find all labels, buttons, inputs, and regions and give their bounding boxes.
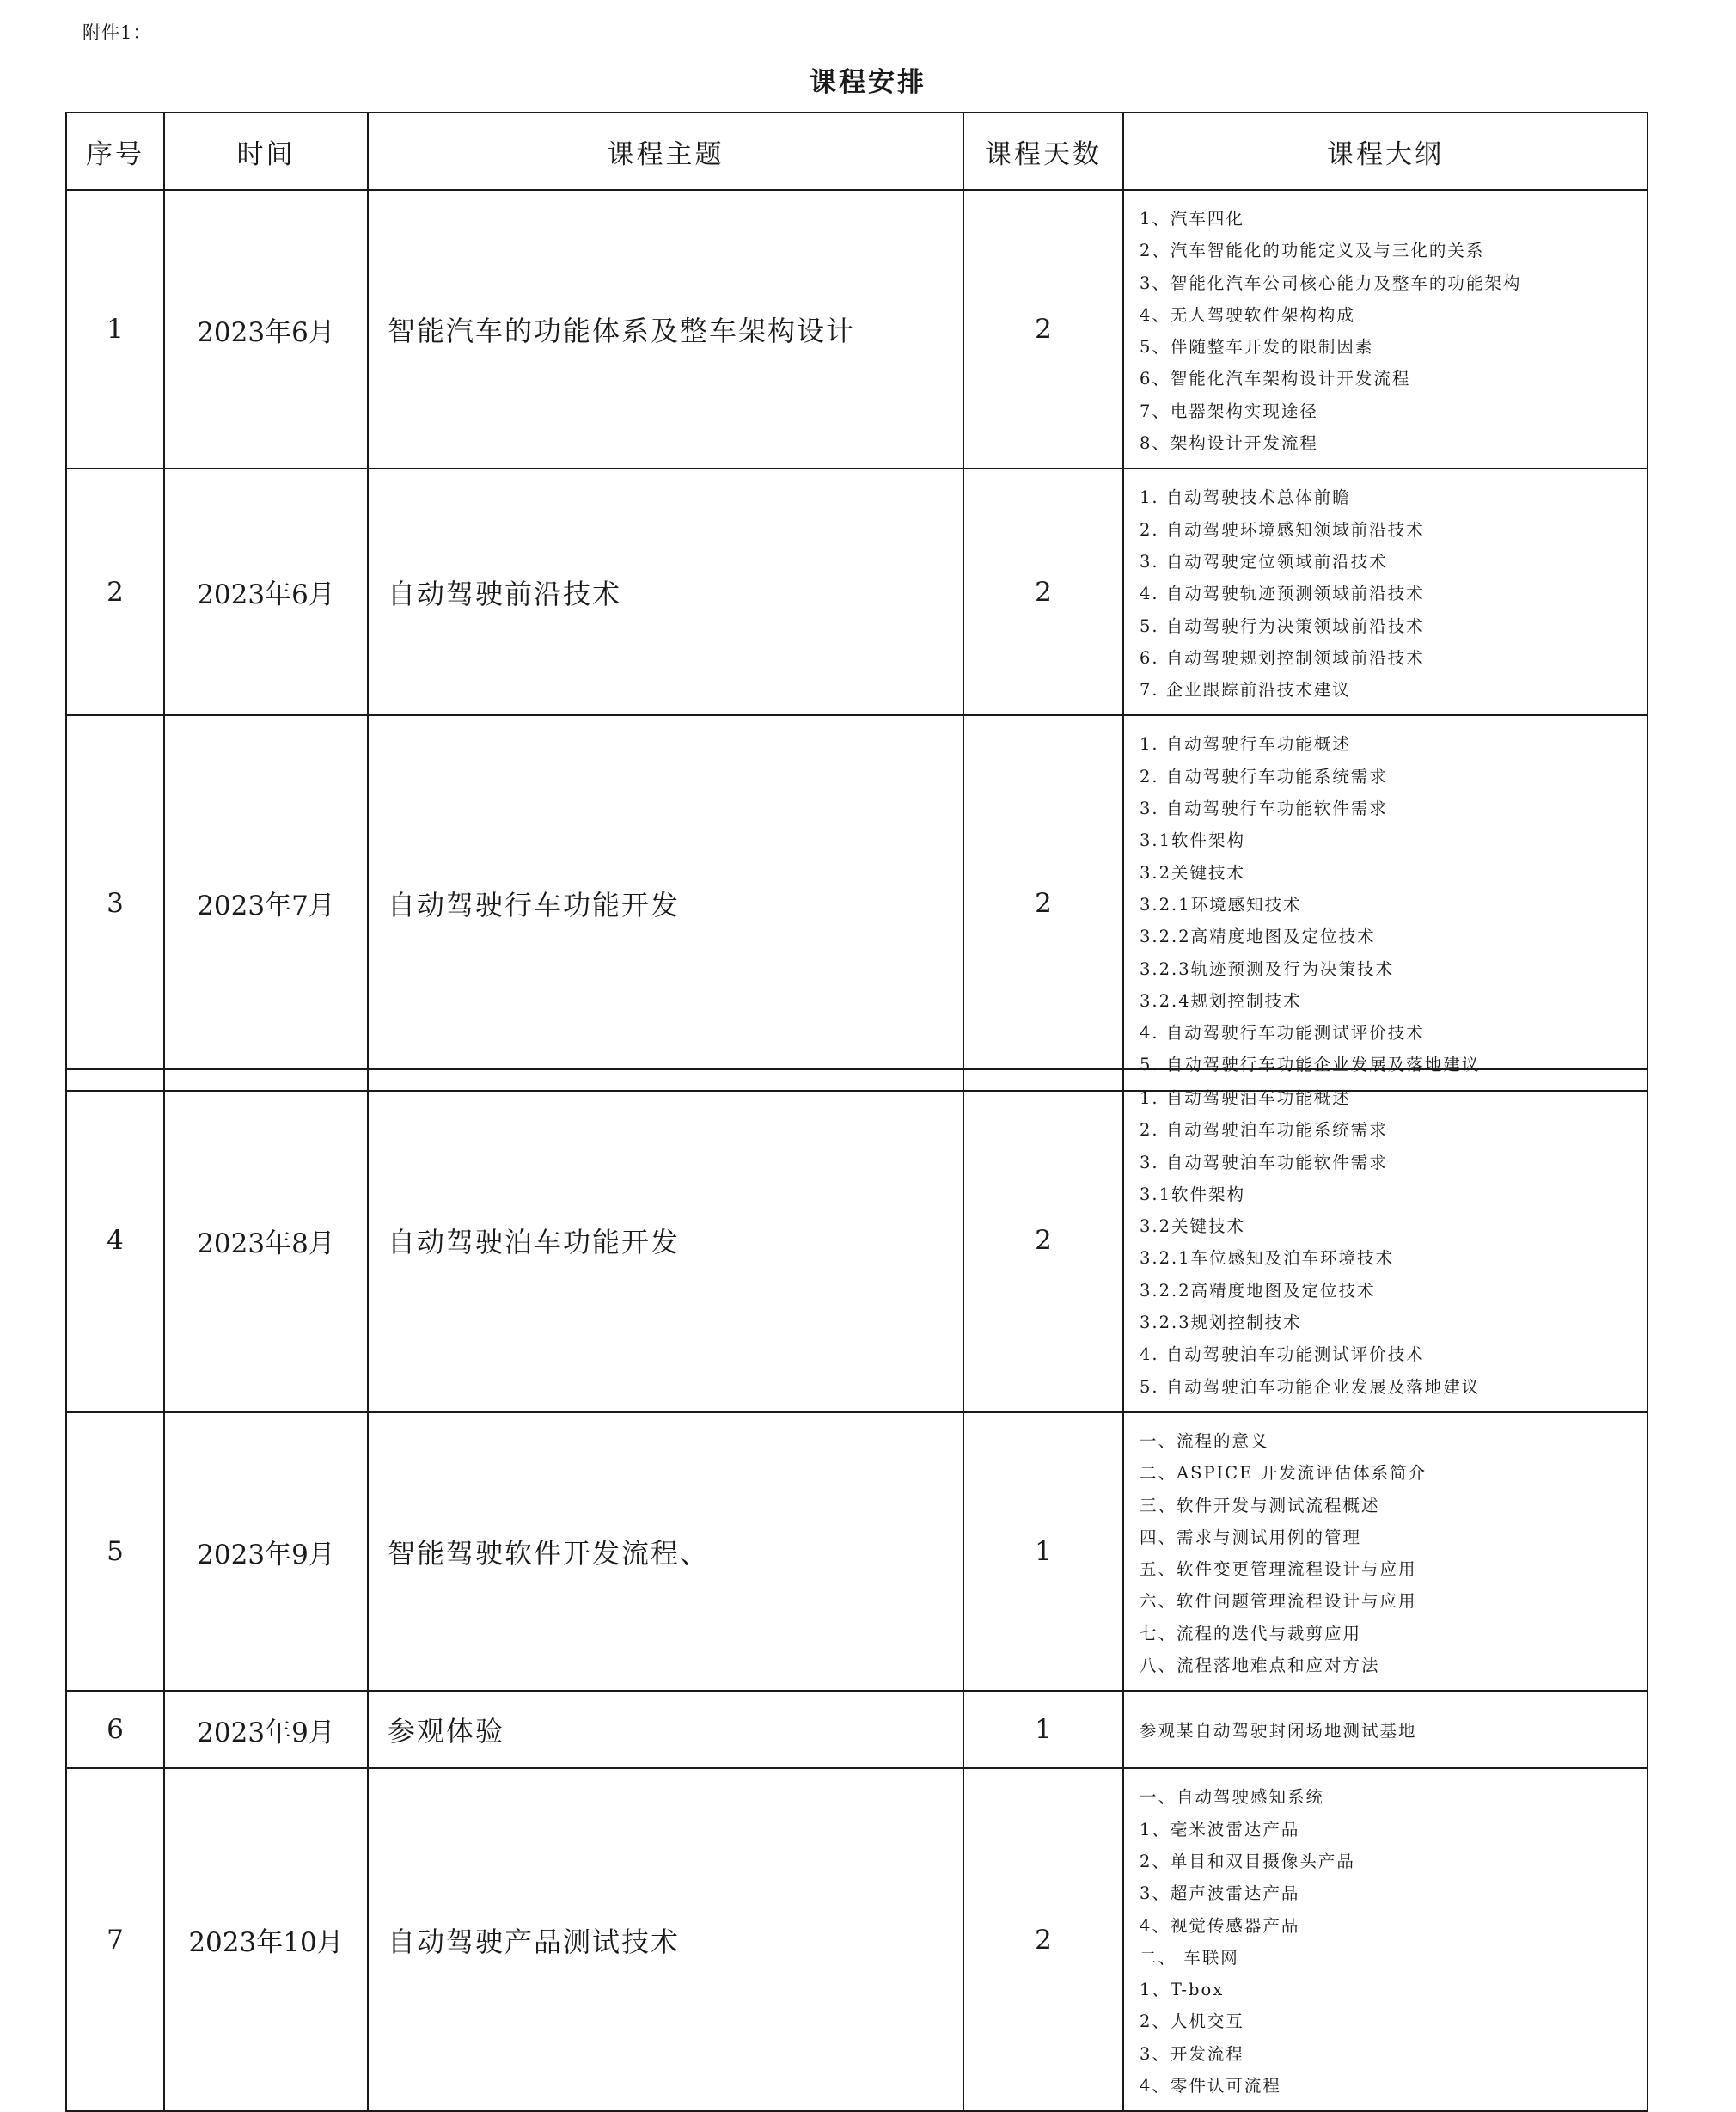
cell-outline bbox=[1123, 1412, 1647, 1691]
outline-item: 3.2.4规划控制技术 bbox=[1140, 990, 1302, 1011]
outline-item: 6、智能化汽车架构设计开发流程 bbox=[1140, 369, 1411, 389]
outline-list bbox=[1140, 1781, 1647, 2102]
cell-days: 1 bbox=[963, 1691, 1123, 1768]
outline-item: 六、软件问题管理流程设计与应用 bbox=[1140, 1591, 1417, 1612]
outline-item: 3. 自动驾驶行车功能软件需求 bbox=[1140, 799, 1388, 819]
table-row bbox=[66, 715, 1647, 1090]
cell-date: 2023年9月 bbox=[164, 1691, 368, 1768]
outline-item: 3.2.3规划控制技术 bbox=[1140, 1313, 1302, 1333]
outline-item: 3.2.1车位感知及泊车环境技术 bbox=[1140, 1248, 1395, 1269]
outline-item: 3、智能化汽车公司核心能力及整车的功能架构 bbox=[1140, 272, 1522, 293]
outline-item: 3.2关键技术 bbox=[1140, 862, 1246, 883]
cell-date: 2023年7月 bbox=[164, 715, 368, 1090]
outline-item: 一、流程的意义 bbox=[1140, 1430, 1269, 1451]
outline-item: 3.2.3轨迹预测及行为决策技术 bbox=[1140, 958, 1395, 979]
cell-seq: 2 bbox=[66, 468, 164, 715]
outline-item: 3. 自动驾驶定位领域前沿技术 bbox=[1140, 551, 1388, 572]
outline-item: 7、电器架构实现途径 bbox=[1140, 401, 1318, 421]
cell-seq: 4 bbox=[66, 1069, 164, 1412]
outline-item: 八、流程落地难点和应对方法 bbox=[1140, 1656, 1380, 1676]
outline-item: 3.2关键技术 bbox=[1140, 1216, 1246, 1237]
outline-item: 3.2.2高精度地图及定位技术 bbox=[1140, 927, 1376, 947]
outline-item: 6. 自动驾驶规划控制领域前沿技术 bbox=[1140, 647, 1425, 668]
table-row bbox=[66, 1412, 1647, 1691]
outline-item: 5. 自动驾驶泊车功能企业发展及落地建议 bbox=[1140, 1376, 1481, 1397]
outline-item: 4. 自动驾驶行车功能测试评价技术 bbox=[1140, 1023, 1425, 1044]
cell-days: 2 bbox=[963, 468, 1123, 715]
outline-list bbox=[1140, 1082, 1647, 1403]
cell-topic: 自动驾驶产品测试技术 bbox=[368, 1768, 963, 2111]
outline-item: 2、汽车智能化的功能定义及与三化的关系 bbox=[1140, 241, 1485, 261]
outline-item: 一、自动驾驶感知系统 bbox=[1140, 1787, 1325, 1808]
cell-topic: 自动驾驶行车功能开发 bbox=[368, 715, 963, 1090]
outline-item: 1、T-box bbox=[1140, 1980, 1225, 2000]
outline-item: 五、软件变更管理流程设计与应用 bbox=[1140, 1559, 1417, 1580]
outline-item: 8、架构设计开发流程 bbox=[1140, 433, 1318, 454]
header-outline: 课程大纲 bbox=[1123, 113, 1647, 190]
cell-days: 1 bbox=[963, 1412, 1123, 1691]
outline-item: 二、ASPICE 开发流评估体系简介 bbox=[1140, 1463, 1427, 1484]
table-row bbox=[66, 1691, 1647, 1768]
outline-item: 1. 自动驾驶行车功能概述 bbox=[1140, 734, 1351, 755]
schedule-table-part-2 bbox=[65, 1068, 1648, 2112]
outline-item: 1. 自动驾驶技术总体前瞻 bbox=[1140, 487, 1351, 508]
outline-item: 2、人机交互 bbox=[1140, 2011, 1244, 2032]
header-seq: 序号 bbox=[66, 113, 164, 190]
outline-item: 3.1软件架构 bbox=[1140, 830, 1246, 851]
cell-topic: 自动驾驶前沿技术 bbox=[368, 468, 963, 715]
outline-item: 5. 自动驾驶行车功能企业发展及落地建议 bbox=[1140, 1055, 1481, 1075]
outline-item: 3.1软件架构 bbox=[1140, 1184, 1246, 1204]
outline-item: 4、零件认可流程 bbox=[1140, 2076, 1281, 2097]
cell-seq: 5 bbox=[66, 1412, 164, 1691]
cell-outline: 参观某自动驾驶封闭场地测试基地 bbox=[1123, 1691, 1647, 1768]
outline-item: 3.2.1环境感知技术 bbox=[1140, 894, 1302, 915]
cell-outline bbox=[1123, 1069, 1647, 1412]
cell-date: 2023年9月 bbox=[164, 1412, 368, 1691]
header-date: 时间 bbox=[164, 113, 368, 190]
outline-item: 1、毫米波雷达产品 bbox=[1140, 1819, 1300, 1840]
outline-item: 5. 自动驾驶行为决策领域前沿技术 bbox=[1140, 615, 1425, 636]
cell-days: 2 bbox=[963, 1069, 1123, 1412]
cell-days: 2 bbox=[963, 1768, 1123, 2111]
table-row bbox=[66, 190, 1647, 468]
outline-item: 3. 自动驾驶泊车功能软件需求 bbox=[1140, 1152, 1388, 1172]
cell-date: 2023年8月 bbox=[164, 1069, 368, 1412]
header-days: 课程天数 bbox=[963, 113, 1123, 190]
outline-item: 2. 自动驾驶泊车功能系统需求 bbox=[1140, 1120, 1388, 1141]
outline-item: 4. 自动驾驶泊车功能测试评价技术 bbox=[1140, 1344, 1425, 1365]
table-row bbox=[66, 1768, 1647, 2111]
outline-item: 5、伴随整车开发的限制因素 bbox=[1140, 337, 1374, 358]
cell-topic: 智能汽车的功能体系及整车架构设计 bbox=[368, 190, 963, 468]
outline-item: 7. 企业跟踪前沿技术建议 bbox=[1140, 680, 1351, 701]
schedule-table-part-1 bbox=[65, 112, 1648, 1092]
outline-item: 4、视觉传感器产品 bbox=[1140, 1915, 1300, 1936]
outline-item: 七、流程的迭代与裁剪应用 bbox=[1140, 1623, 1362, 1644]
outline-list bbox=[1140, 728, 1647, 1080]
cell-topic: 自动驾驶泊车功能开发 bbox=[368, 1069, 963, 1412]
cell-seq: 7 bbox=[66, 1768, 164, 2111]
cell-days: 2 bbox=[963, 715, 1123, 1090]
cell-outline bbox=[1123, 1768, 1647, 2111]
cell-outline bbox=[1123, 190, 1647, 468]
outline-item: 1、汽车四化 bbox=[1140, 209, 1244, 229]
cell-days: 2 bbox=[963, 190, 1123, 468]
document-title: 课程安排 bbox=[810, 67, 926, 98]
cell-outline bbox=[1123, 715, 1647, 1090]
header-topic: 课程主题 bbox=[368, 113, 963, 190]
table-row bbox=[66, 468, 1647, 715]
table-row bbox=[66, 1069, 1647, 1412]
outline-item: 三、软件开发与测试流程概述 bbox=[1140, 1495, 1380, 1515]
outline-item: 2. 自动驾驶环境感知领域前沿技术 bbox=[1140, 519, 1425, 540]
cell-date: 2023年6月 bbox=[164, 190, 368, 468]
outline-item: 3、超声波雷达产品 bbox=[1140, 1883, 1300, 1904]
outline-item: 2. 自动驾驶行车功能系统需求 bbox=[1140, 766, 1388, 787]
table-header-row bbox=[66, 113, 1647, 190]
outline-item: 二、 车联网 bbox=[1140, 1947, 1239, 1968]
outline-item: 4、无人驾驶软件架构构成 bbox=[1140, 304, 1355, 325]
outline-item: 3.2.2高精度地图及定位技术 bbox=[1140, 1280, 1376, 1301]
cell-topic: 智能驾驶软件开发流程、 bbox=[368, 1412, 963, 1691]
attachment-label: 附件1： bbox=[83, 22, 152, 43]
cell-seq: 6 bbox=[66, 1691, 164, 1768]
outline-list bbox=[1140, 203, 1647, 459]
outline-item: 四、需求与测试用例的管理 bbox=[1140, 1527, 1362, 1547]
outline-item: 1. 自动驾驶泊车功能概述 bbox=[1140, 1088, 1351, 1108]
cell-outline bbox=[1123, 468, 1647, 715]
outline-item: 2、单目和双目摄像头产品 bbox=[1140, 1851, 1355, 1871]
cell-seq: 3 bbox=[66, 715, 164, 1090]
outline-item: 3、开发流程 bbox=[1140, 2043, 1244, 2064]
cell-date: 2023年10月 bbox=[164, 1768, 368, 2111]
outline-item: 4. 自动驾驶轨迹预测领域前沿技术 bbox=[1140, 584, 1425, 604]
outline-list bbox=[1140, 1425, 1647, 1681]
cell-topic: 参观体验 bbox=[368, 1691, 963, 1768]
cell-seq: 1 bbox=[66, 190, 164, 468]
outline-list bbox=[1140, 481, 1647, 706]
cell-date: 2023年6月 bbox=[164, 468, 368, 715]
